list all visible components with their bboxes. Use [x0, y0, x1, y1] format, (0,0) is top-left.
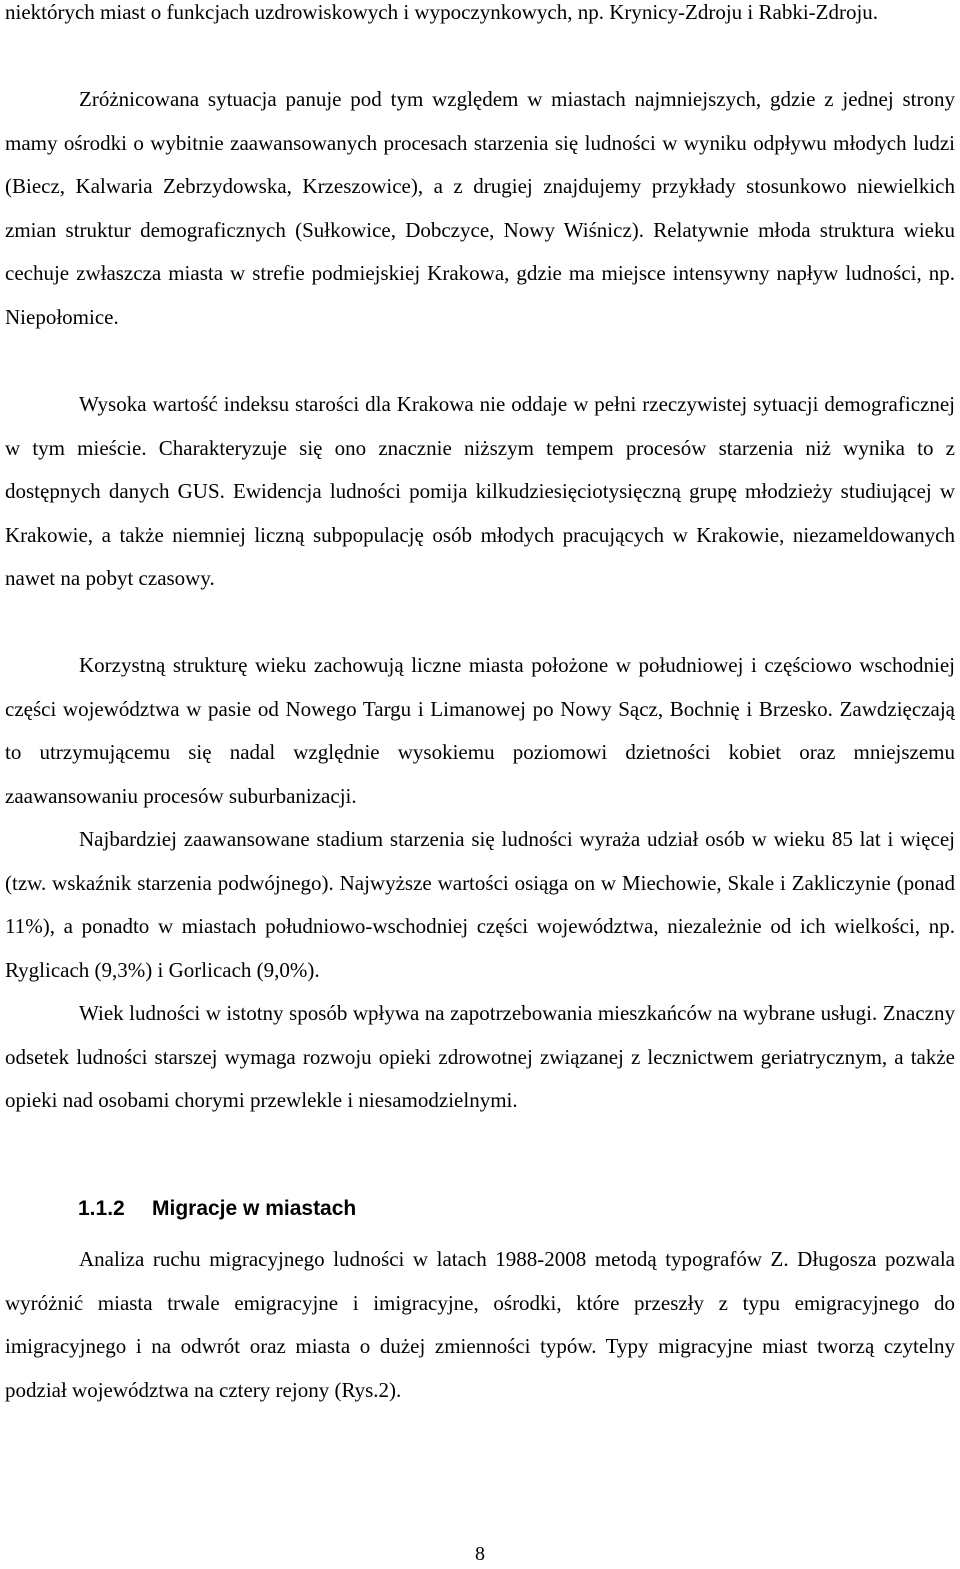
paragraph-migration-analysis: Analiza ruchu migracyjnego ludności w latach 1988-2008 metodą typografów Z. Długosza pozwala wyróżnić miasta trwale emigracyjne i imigracyjne, ośrodki, które przeszły z typu emigracyjnego do imigracyjnego i na odwrót oraz miasta o dużej zmienności typów. Typy migracyjne miast tworzą czytelny podział województwa na cztery rejony (Rys.2).	[5, 1247, 955, 1402]
page-number: 8	[475, 1543, 485, 1565]
paragraph-services-demand: Wiek ludności w istotny sposób wpływa na zapotrzebowania mieszkańców na wybrane usługi. Znaczny odsetek ludności starszej wymaga rozwoju opieki zdrowotnej związanej z lecznictwem geriatrycznym, a także opieki nad osobami chorymi przewlekle i niesamodzielnymi.	[5, 1001, 955, 1112]
paragraph-small-towns: Zróżnicowana sytuacja panuje pod tym względem w miastach najmniejszych, gdzie z jednej strony mamy ośrodki o wybitnie zaawansowanych procesach starzenia się ludności w wyniku odpływu młodych ludzi (Biecz, Kalwaria Zebrzydowska, Krzeszowice), a z drugiej znajdujemy przykłady stosunkowo niewielkich zmian struktur demograficznych (Sułkowice, Dobczyce, Nowy Wiśnicz). Relatywnie młoda struktura wieku cechuje zwłaszcza miasta w strefie podmiejskiej Krakowa, gdzie ma miejsce intensywny napływ ludności, np. Niepołomice.	[5, 87, 955, 329]
paragraph-continuation: niektórych miast o funkcjach uzdrowiskowych i wypoczynkowych, np. Krynicy-Zdroju i Rabki-Zdroju.	[5, 0, 879, 24]
paragraph-krakow-index: Wysoka wartość indeksu starości dla Krakowa nie oddaje w pełni rzeczywistej sytuacji demograficznej w tym mieście. Charakteryzuje się ono znacznie niższym tempem procesów starzenia niż wynika to z dostępnych danych GUS. Ewidencja ludności pomija kilkudziesięciotysięczną grupę młodzieży studiującej w Krakowie, a także niemniej liczną subpopulację osób młodych pracujących w Krakowie, niezameldowanych nawet na pobyt czasowy.	[5, 392, 955, 590]
section-heading	[78, 1193, 356, 1225]
section-title: Migracje w miastach	[152, 1197, 357, 1220]
section-number: 1.1.2	[78, 1197, 125, 1220]
paragraph-favourable-structure: Korzystną strukturę wieku zachowują liczne miasta położone w południowej i częściowo wschodniej części województwa w pasie od Nowego Targu i Limanowej po Nowy Sącz, Bochnię i Brzesko. Zawdzięczają to utrzymującemu się nadal względnie wysokiemu poziomowi dzietności kobiet oraz mniejszemu zaawansowaniu procesów suburbanizacji.	[5, 653, 955, 808]
paragraph-double-ageing: Najbardziej zaawansowane stadium starzenia się ludności wyraża udział osób w wieku 85 lat i więcej (tzw. wskaźnik starzenia podwójnego). Najwyższe wartości osiąga on w Miechowie, Skale i Zakliczynie (ponad 11%), a ponadto w miastach południowo-wschodniej części województwa, niezależnie od ich wielkości, np. Ryglicach (9,3%) i Gorlicach (9,0%).	[5, 827, 955, 982]
